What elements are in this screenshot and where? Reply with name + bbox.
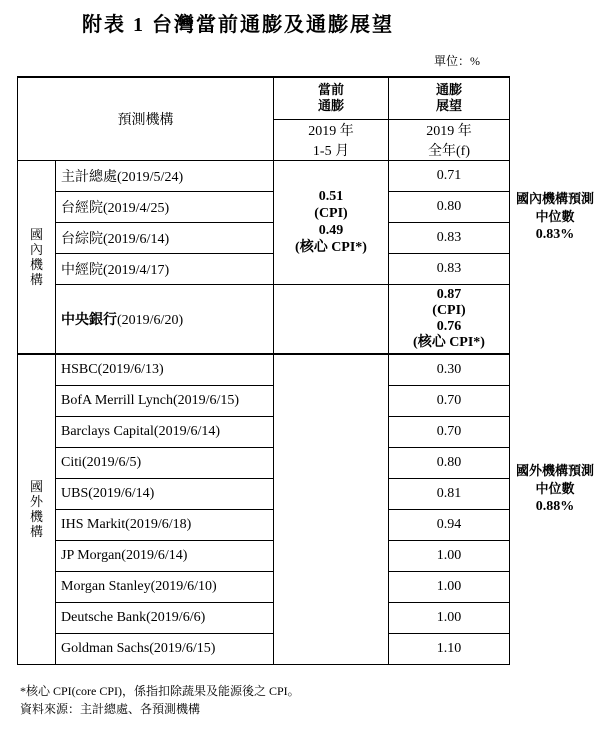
cbc-forecast-value: 0.87 (CPI) 0.76 (核心 CPI*) [389, 284, 510, 354]
foreign-forecast-value: 0.94 [389, 509, 510, 540]
cbc-institution-name: 中央銀行(2019/6/20) [56, 284, 274, 354]
foreign-institution-name: UBS(2019/6/14) [56, 478, 274, 509]
domestic-forecast-value: 0.80 [389, 191, 510, 222]
foreign-forecast-value: 1.00 [389, 571, 510, 602]
foreign-institution-name: Morgan Stanley(2019/6/10) [56, 571, 274, 602]
foreign-institution-name: JP Morgan(2019/6/14) [56, 540, 274, 571]
foreign-forecast-value: 0.80 [389, 447, 510, 478]
domestic-median: 國內機構預測 中位數 0.83% [515, 191, 594, 242]
foreign-institution-name: IHS Markit(2019/6/18) [56, 509, 274, 540]
domestic-institution-name: 中經院(2019/4/17) [56, 253, 274, 284]
foreign-institution-name: Citi(2019/6/5) [56, 447, 274, 478]
foreign-forecast-value: 1.10 [389, 633, 510, 664]
foreign-forecast-value: 1.00 [389, 602, 510, 633]
inflation-table [17, 76, 510, 665]
foreign-group-label: 國 外 機 構 [18, 354, 56, 664]
foreign-median: 國外機構預測 中位數 0.88% [515, 463, 594, 514]
header-inflation-outlook: 通膨 展望 [389, 77, 510, 119]
header-current-inflation: 當前 通膨 [274, 77, 389, 119]
domestic-institution-name: 主計總處(2019/5/24) [56, 160, 274, 191]
domestic-institution-name: 台經院(2019/4/25) [56, 191, 274, 222]
domestic-forecast-value: 0.71 [389, 160, 510, 191]
foreign-forecast-value: 0.30 [389, 354, 510, 385]
footnote: *核心 CPI(core CPI)，係指扣除蔬果及能源後之 CPI。 [20, 684, 300, 698]
header-outlook-period: 2019 年 全年(f) [389, 119, 510, 160]
foreign-institution-name: Deutsche Bank(2019/6/6) [56, 602, 274, 633]
header-institution: 預測機構 [18, 77, 274, 160]
domestic-institution-name: 台綜院(2019/6/14) [56, 222, 274, 253]
source-note: 資料來源：主計總處、各預測機構 [20, 702, 201, 716]
foreign-forecast-value: 0.81 [389, 478, 510, 509]
current-inflation-value: 0.51 (CPI) 0.49 (核心 CPI*) [274, 160, 389, 284]
foreign-institution-name: HSBC(2019/6/13) [56, 354, 274, 385]
header-current-period: 2019 年 1-5 月 [274, 119, 389, 160]
foreign-current-empty [274, 354, 389, 664]
foreign-forecast-value: 0.70 [389, 416, 510, 447]
foreign-institution-name: Goldman Sachs(2019/6/15) [56, 633, 274, 664]
page-title: 附表 1 台灣當前通膨及通膨展望 [82, 14, 394, 36]
cbc-current-empty [274, 284, 389, 354]
foreign-forecast-value: 1.00 [389, 540, 510, 571]
domestic-group-label: 國 內 機 構 [18, 160, 56, 354]
foreign-institution-name: BofA Merrill Lynch(2019/6/15) [56, 385, 274, 416]
domestic-forecast-value: 0.83 [389, 222, 510, 253]
foreign-institution-name: Barclays Capital(2019/6/14) [56, 416, 274, 447]
unit-label: 單位：% [434, 54, 480, 68]
foreign-forecast-value: 0.70 [389, 385, 510, 416]
domestic-forecast-value: 0.83 [389, 253, 510, 284]
